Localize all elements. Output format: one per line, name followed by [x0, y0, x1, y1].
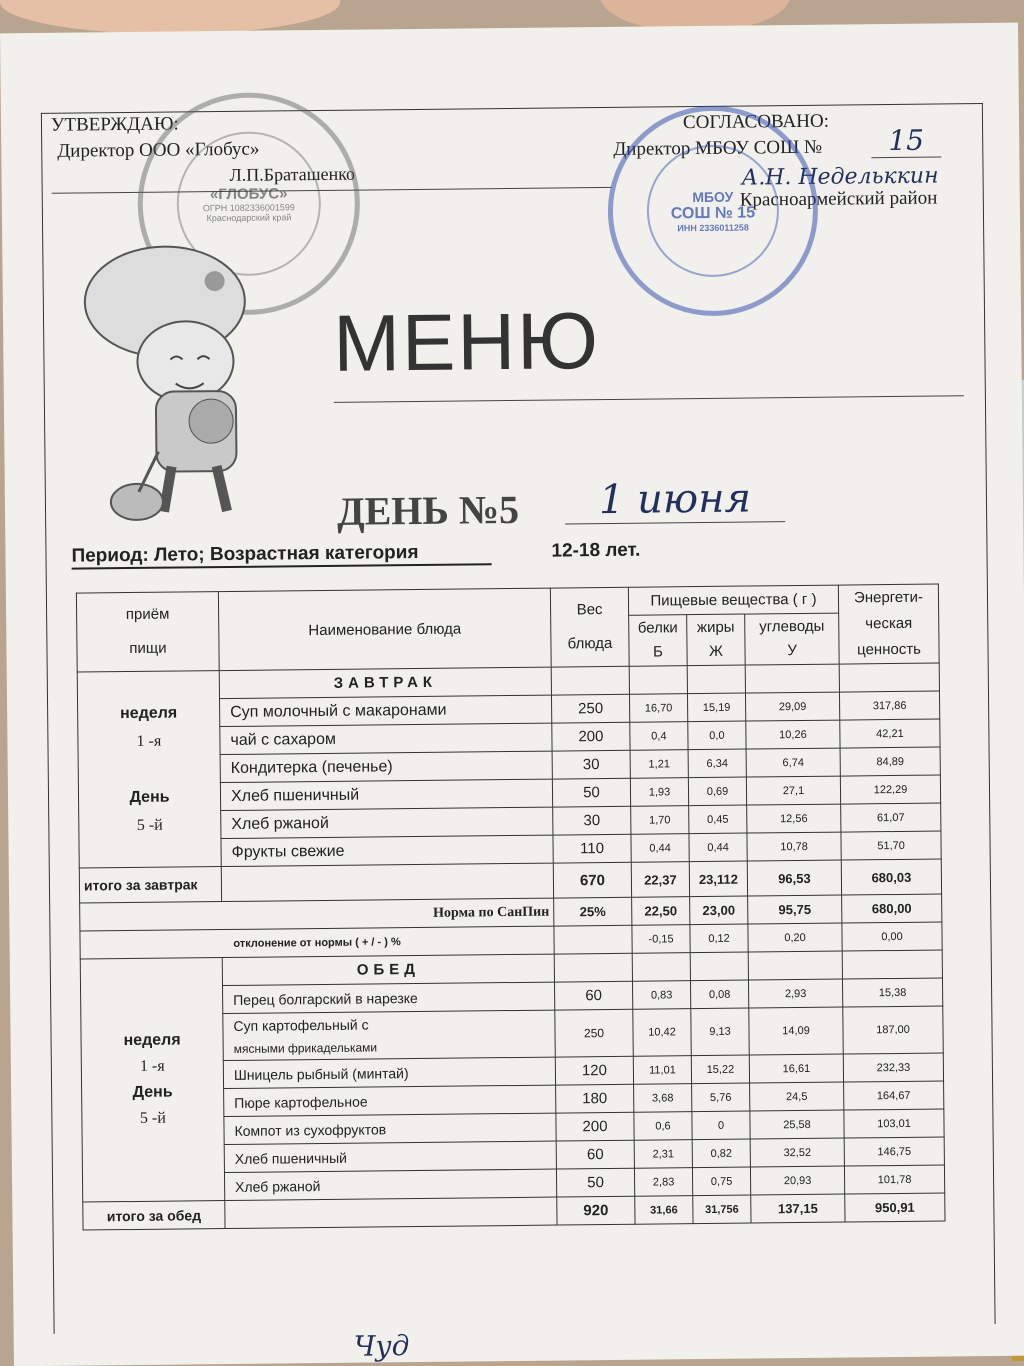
dish-weight: 250	[555, 1009, 633, 1057]
energy-header-line2: ческая	[865, 614, 913, 633]
dish-energy: 122,29	[840, 775, 940, 804]
dish-weight: 60	[554, 981, 632, 1010]
breakfast-day-number: 5 -й	[136, 816, 163, 834]
dish-energy: 15,38	[842, 978, 942, 1007]
agree-signer: А.Н. Недельккин	[741, 163, 939, 191]
dish-carbs: 20,93	[750, 1166, 844, 1195]
dish-fat: 0,69	[688, 777, 746, 806]
dish-fat: 0,82	[692, 1139, 750, 1168]
breakfast-total-carbs: 96,53	[747, 860, 841, 896]
lunch-total-weight: 920	[557, 1196, 635, 1225]
lunch-total-carbs: 137,15	[751, 1194, 845, 1223]
dish-energy: 101,78	[844, 1165, 944, 1194]
lunch-day-number: 5 -й	[139, 1109, 166, 1127]
dish-protein: 16,70	[629, 694, 687, 723]
norm-label: Норма по СанПин	[80, 898, 554, 931]
dish-weight: 30	[553, 806, 631, 835]
breakfast-total-protein: 22,37	[631, 862, 689, 898]
dish-weight: 200	[552, 722, 630, 751]
dish-name: Суп молочный с макаронами	[220, 695, 552, 726]
dish-energy: 232,33	[843, 1053, 943, 1082]
approve-name: Л.П.Браташенко	[229, 163, 356, 185]
lunch-section-title: ОБЕД	[222, 954, 554, 985]
dish-energy: 317,86	[839, 691, 939, 720]
breakfast-day-word: День	[129, 788, 170, 806]
dish-weight: 50	[556, 1168, 634, 1197]
approve-stamp-line3: Краснодарский край	[206, 211, 292, 223]
nutrients-column-header: Пищевые вещества ( г )	[628, 585, 838, 615]
dish-energy: 164,67	[844, 1081, 944, 1110]
breakfast-total-fat: 23,112	[689, 861, 747, 897]
breakfast-meal-cell	[77, 671, 221, 868]
dish-fat: 0,08	[690, 980, 748, 1009]
dish-fat: 9,13	[691, 1008, 749, 1056]
lunch-day-word: День	[132, 1083, 173, 1101]
dish-name: Хлеб пшеничный	[220, 779, 552, 810]
dish-name: Пюре картофельное	[224, 1085, 556, 1116]
breakfast-week-number: 1 -я	[136, 732, 162, 750]
fat-header-line1: жиры	[696, 618, 735, 637]
carbs-column-header	[745, 613, 840, 665]
dish-fat: 0	[692, 1111, 750, 1140]
breakfast-total-label: итого за завтрак	[79, 867, 221, 903]
dish-protein: 1,70	[631, 806, 689, 835]
dish-weight: 50	[552, 778, 630, 807]
dish-carbs: 24,5	[750, 1082, 844, 1111]
period-line: Период: Лето; Возрастная категория	[71, 541, 491, 569]
norm-carbs: 95,75	[748, 895, 842, 924]
agree-label: СОГЛАСОВАНО:	[682, 110, 830, 134]
dish-weight: 250	[551, 694, 629, 723]
carbs-header-line2: У	[787, 642, 797, 660]
dish-protein: 3,68	[634, 1084, 692, 1113]
dish-name: чай с сахаром	[220, 723, 552, 754]
lunch-total-protein: 31,66	[635, 1196, 693, 1225]
energy-column-header	[838, 584, 939, 664]
dish-protein: 0,44	[631, 834, 689, 863]
meal-header-line1: приём	[125, 605, 170, 624]
dish-protein: 1,21	[630, 750, 688, 779]
dish-name: Хлеб пшеничный	[224, 1141, 556, 1172]
deviation-protein: -0,15	[632, 925, 690, 954]
dish-weight: 60	[556, 1140, 634, 1169]
day-label: ДЕНЬ №5	[336, 486, 520, 534]
dish-energy: 51,70	[841, 831, 941, 860]
dish-carbs: 29,09	[745, 692, 839, 721]
agree-school-number: 15	[871, 123, 941, 158]
agree-stamp-line1: МБОУ	[692, 188, 734, 206]
dish-weight: 200	[556, 1112, 634, 1141]
dish-protein: 1,93	[630, 778, 688, 807]
protein-header-line1: белки	[637, 619, 678, 637]
dish-fat: 0,45	[689, 805, 747, 834]
finger-left	[0, 0, 340, 34]
dish-name: Кондитерка (печенье)	[220, 751, 552, 782]
meal-column-header	[76, 592, 219, 672]
dish-carbs: 10,26	[746, 720, 840, 749]
dish-fat: 5,76	[692, 1083, 750, 1112]
dish-protein: 0,6	[634, 1112, 692, 1141]
approve-position: Директор ООО «Глобус»	[57, 138, 260, 162]
page-title: МЕНЮ	[332, 296, 601, 388]
menu-table	[76, 584, 946, 1231]
weight-header-line1: Вес	[576, 601, 603, 619]
dish-carbs: 12,56	[747, 804, 841, 833]
menu-sheet	[0, 23, 1024, 1366]
dish-name: Шницель рыбный (минтай)	[223, 1057, 555, 1088]
chef-illustration	[74, 240, 287, 532]
breakfast-section-title: ЗАВТРАК	[219, 667, 551, 698]
dish-energy: 42,21	[840, 719, 940, 748]
norm-weight: 25%	[554, 897, 632, 926]
dish-name: Фрукты свежие	[221, 835, 553, 866]
deviation-label: отклонение от нормы ( + / - ) %	[80, 926, 554, 959]
dish-weight: 110	[553, 834, 631, 863]
dish-energy: 187,00	[843, 1006, 943, 1054]
lunch-week-number: 1 -я	[139, 1057, 165, 1075]
dish-carbs: 27,1	[746, 776, 840, 805]
dish-protein: 2,31	[634, 1140, 692, 1169]
fat-header-line2: Ж	[709, 642, 724, 660]
energy-header-line1: Энергети-	[853, 588, 924, 607]
dish-carbs: 10,78	[747, 832, 841, 861]
norm-energy: 680,00	[842, 894, 942, 923]
dish-name: Компот из сухофруктов	[224, 1113, 556, 1144]
dish-name: Перец болгарский в нарезке	[223, 982, 555, 1013]
protein-column-header	[629, 615, 688, 667]
lunch-total-label: итого за обед	[83, 1201, 225, 1230]
age-range: 12-18 лет.	[551, 539, 641, 562]
dish-fat: 0,0	[688, 721, 746, 750]
approve-stamp-line1: «ГЛОБУС»	[209, 184, 288, 203]
agree-district: Красноармейский район	[739, 187, 938, 211]
dish-carbs: 25,58	[750, 1110, 844, 1139]
dish-energy: 103,01	[844, 1109, 944, 1138]
breakfast-total-energy: 680,03	[841, 859, 941, 895]
weight-header-line2: блюда	[567, 634, 613, 653]
dish-fat: 15,19	[687, 693, 745, 722]
protein-header-line2: Б	[653, 643, 664, 661]
weight-column-header	[550, 587, 629, 667]
dish-energy: 61,07	[841, 803, 941, 832]
signature: Чуд	[353, 1329, 410, 1363]
dish-energy: 146,75	[844, 1137, 944, 1166]
deviation-fat: 0,12	[690, 924, 748, 953]
approve-stamp-line2: ОГРН 1082336001599	[202, 201, 295, 213]
carbs-header-line1: углеводы	[759, 617, 825, 636]
dish-protein: 0,4	[630, 722, 688, 751]
dish-fat: 0,75	[692, 1167, 750, 1196]
dish-carbs: 16,61	[749, 1054, 843, 1083]
dish-name: Хлеб ржаной	[224, 1169, 556, 1200]
lunch-meal-cell	[80, 958, 225, 1202]
dish-name-line1: Суп картофельный с	[233, 1016, 369, 1034]
dish-name-line2: мясными фрикадельками	[233, 1039, 378, 1056]
dish-protein: 10,42	[633, 1009, 691, 1057]
dish-energy: 84,89	[840, 747, 940, 776]
dish-name: Хлеб ржаной	[221, 807, 553, 838]
agree-stamp-line3: ИНН 2336011258	[677, 222, 749, 234]
dish-protein: 0,83	[632, 981, 690, 1010]
dish-carbs: 6,74	[746, 748, 840, 777]
dish-fat: 6,34	[688, 749, 746, 778]
fat-column-header	[687, 614, 746, 666]
dish-carbs: 14,09	[749, 1007, 843, 1055]
energy-header-line3: ценность	[857, 640, 922, 659]
dish-protein: 2,83	[634, 1168, 692, 1197]
lunch-total-fat: 31,756	[693, 1195, 751, 1224]
breakfast-week-label: неделя	[120, 704, 178, 722]
breakfast-total-weight: 670	[553, 862, 631, 898]
approve-label: УТВЕРЖДАЮ:	[50, 113, 179, 136]
dish-weight: 180	[556, 1084, 634, 1113]
lunch-total-energy: 950,91	[845, 1193, 945, 1222]
norm-fat: 23,00	[690, 896, 748, 925]
agree-position: Директор МБОУ СОШ №	[613, 136, 823, 160]
dish-fat: 0,44	[689, 833, 747, 862]
dish-protein: 11,01	[633, 1056, 691, 1085]
agree-stamp-line2: СОШ № 15	[670, 204, 756, 223]
dish-column-header: Наименование блюда	[218, 588, 551, 670]
lunch-week-label: неделя	[123, 1031, 181, 1050]
dish-name	[223, 1010, 555, 1060]
deviation-energy: 0,00	[842, 922, 942, 951]
deviation-carbs: 0,20	[748, 923, 842, 952]
norm-protein: 22,50	[632, 897, 690, 926]
dish-carbs: 2,93	[748, 979, 842, 1008]
dish-weight: 120	[555, 1056, 633, 1085]
dish-weight: 30	[552, 750, 630, 779]
dish-fat: 15,22	[691, 1055, 749, 1084]
meal-header-line2: пищи	[129, 639, 167, 658]
day-date: 1 июня	[565, 475, 785, 524]
dish-carbs: 32,52	[750, 1138, 844, 1167]
